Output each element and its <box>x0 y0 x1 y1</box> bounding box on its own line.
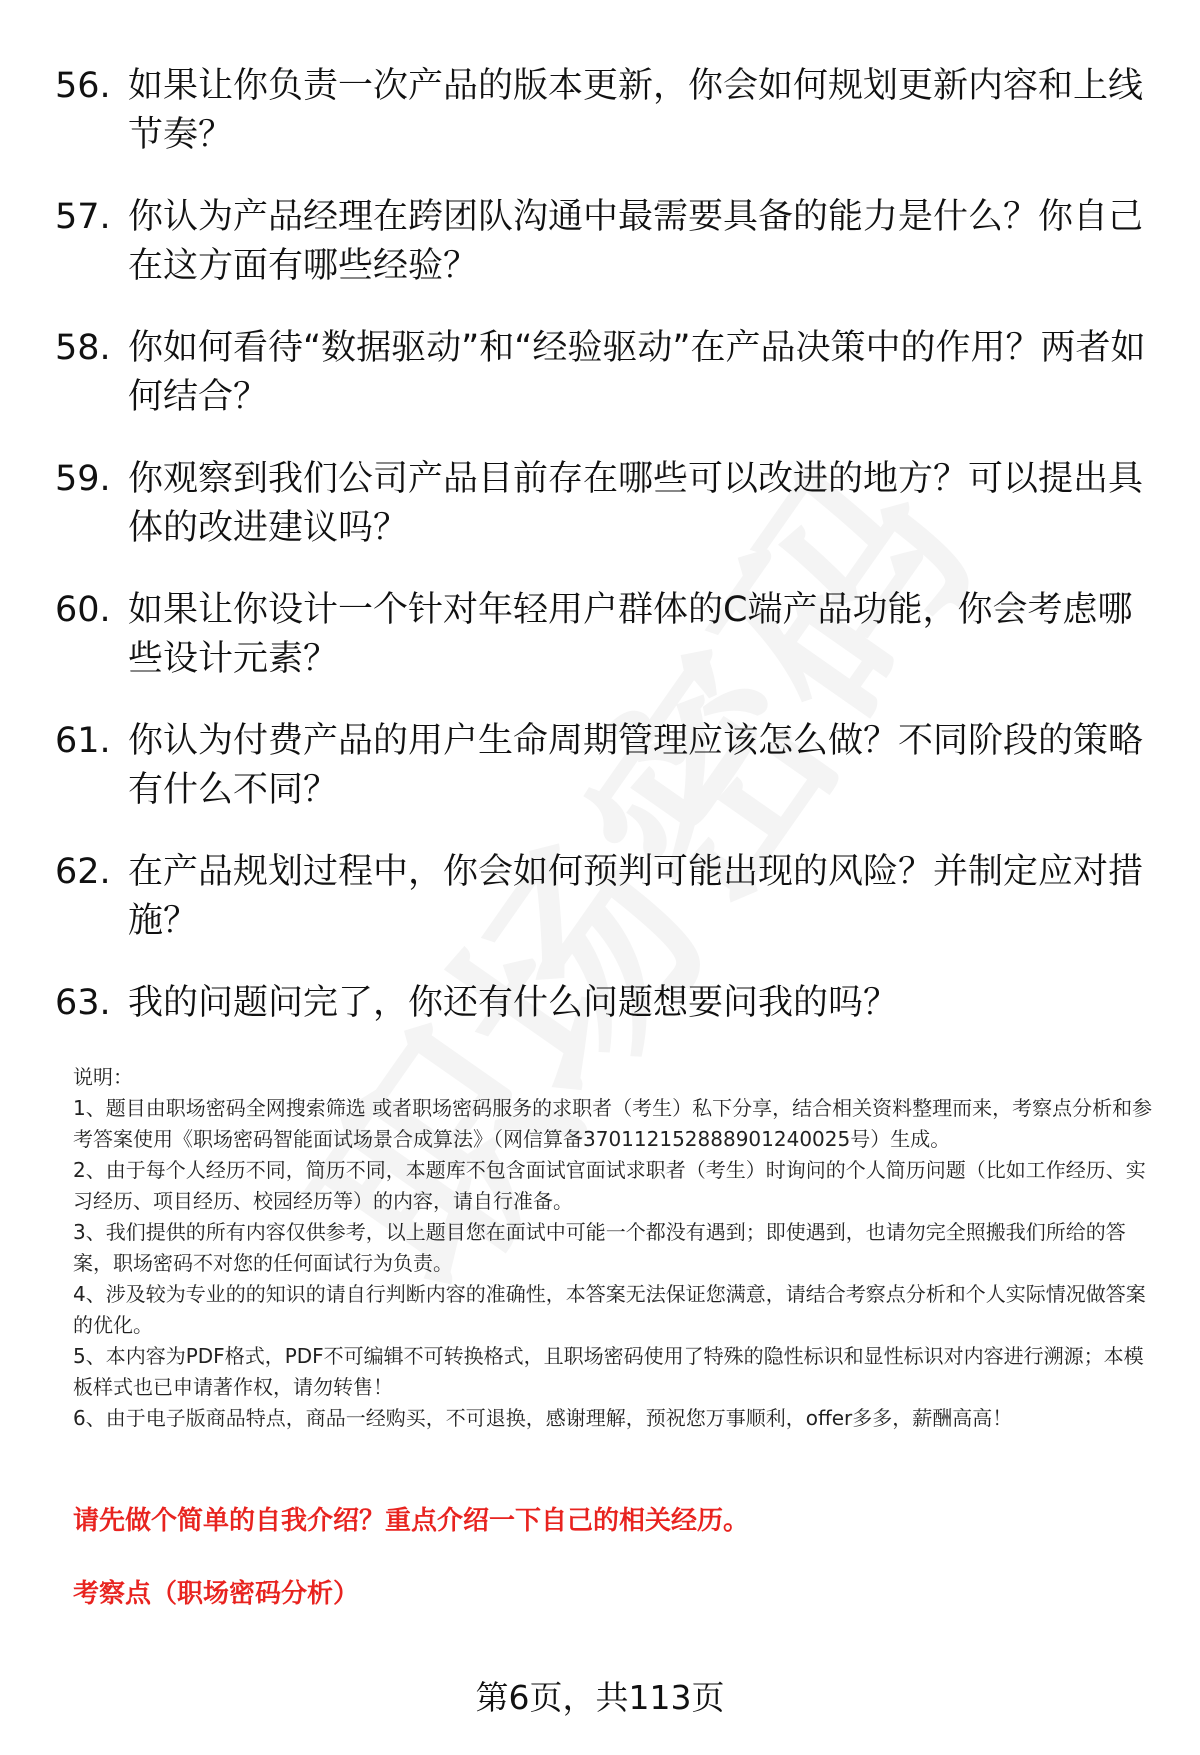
question-number: 61. <box>55 721 111 761</box>
question-56 <box>55 62 1155 160</box>
notes-title: 说明： <box>73 1065 133 1089</box>
question-63 <box>55 979 1155 1028</box>
question-text: 我的问题问完了，你还有什么问题想要问我的吗？ <box>128 983 899 1023</box>
question-60 <box>55 586 1155 684</box>
question-59 <box>55 455 1155 553</box>
question-text: 你认为付费产品的用户生命周期管理应该怎么做？不同阶段的策略有什么不同？ <box>128 721 1144 810</box>
question-number: 59. <box>55 459 111 499</box>
question-number: 57. <box>55 197 111 237</box>
question-number: 56. <box>55 66 111 106</box>
question-62 <box>55 848 1155 946</box>
section-label: 考察点（职场密码分析） <box>73 1579 360 1609</box>
note-item: 3、我们提供的所有内容仅供参考，以上题目您在面试中可能一个都没有遇到；即使遇到，也请勿完全照搬我们所给的答案，职场密码不对您的任何面试行为负责。 <box>73 1220 1126 1275</box>
question-text: 你认为产品经理在跨团队沟通中最需要具备的能力是什么？你自己在这方面有哪些经验？ <box>128 197 1144 286</box>
note-item: 6、由于电子版商品特点，商品一经购买，不可退换，感谢理解，预祝您万事顺利，offer多多，薪酬高高！ <box>73 1406 1013 1430</box>
note-item: 2、由于每个人经历不同，简历不同，本题库不包含面试官面试求职者（考生）时询问的个人简历问题（比如工作经历、实习经历、项目经历、校园经历等）的内容，请自行准备。 <box>73 1158 1146 1213</box>
question-text: 在产品规划过程中，你会如何预判可能出现的风险？并制定应对措施？ <box>128 852 1144 941</box>
question-number: 58. <box>55 328 111 368</box>
question-text: 你如何看待“数据驱动”和“经验驱动”在产品决策中的作用？两者如何结合？ <box>128 328 1146 417</box>
notes-section <box>73 1062 1163 1434</box>
note-item: 5、本内容为PDF格式，PDF不可编辑不可转换格式，且职场密码使用了特殊的隐性标识和显性标识对内容进行溯源；本模板样式也已申请著作权，请勿转售！ <box>73 1344 1144 1399</box>
question-58 <box>55 324 1155 422</box>
note-item: 4、涉及较为专业的的知识的请自行判断内容的准确性，本答案无法保证您满意，请结合考察点分析和个人实际情况做答案的优化。 <box>73 1282 1146 1337</box>
question-61 <box>55 717 1155 815</box>
question-text: 你观察到我们公司产品目前存在哪些可以改进的地方？可以提出具体的改进建议吗？ <box>128 459 1144 548</box>
question-text: 如果让你负责一次产品的版本更新，你会如何规划更新内容和上线节奏？ <box>128 66 1144 155</box>
next-question-heading: 请先做个简单的自我介绍？重点介绍一下自己的相关经历。 <box>73 1506 750 1536</box>
note-item: 1、题目由职场密码全网搜索筛选 或者职场密码服务的求职者（考生）私下分享，结合相关资料整理而来，考察点分析和参考答案使用《职场密码智能面试场景合成算法》（网信算备370112152888901240025号）生成。 <box>73 1096 1153 1151</box>
question-text: 如果让你设计一个针对年轻用户群体的C端产品功能，你会考虑哪些设计元素？ <box>128 590 1133 679</box>
question-57 <box>55 193 1155 291</box>
page-number: 第6页，共113页 <box>475 1678 725 1717</box>
question-number: 63. <box>55 983 111 1023</box>
question-number: 60. <box>55 590 111 630</box>
question-number: 62. <box>55 852 111 892</box>
